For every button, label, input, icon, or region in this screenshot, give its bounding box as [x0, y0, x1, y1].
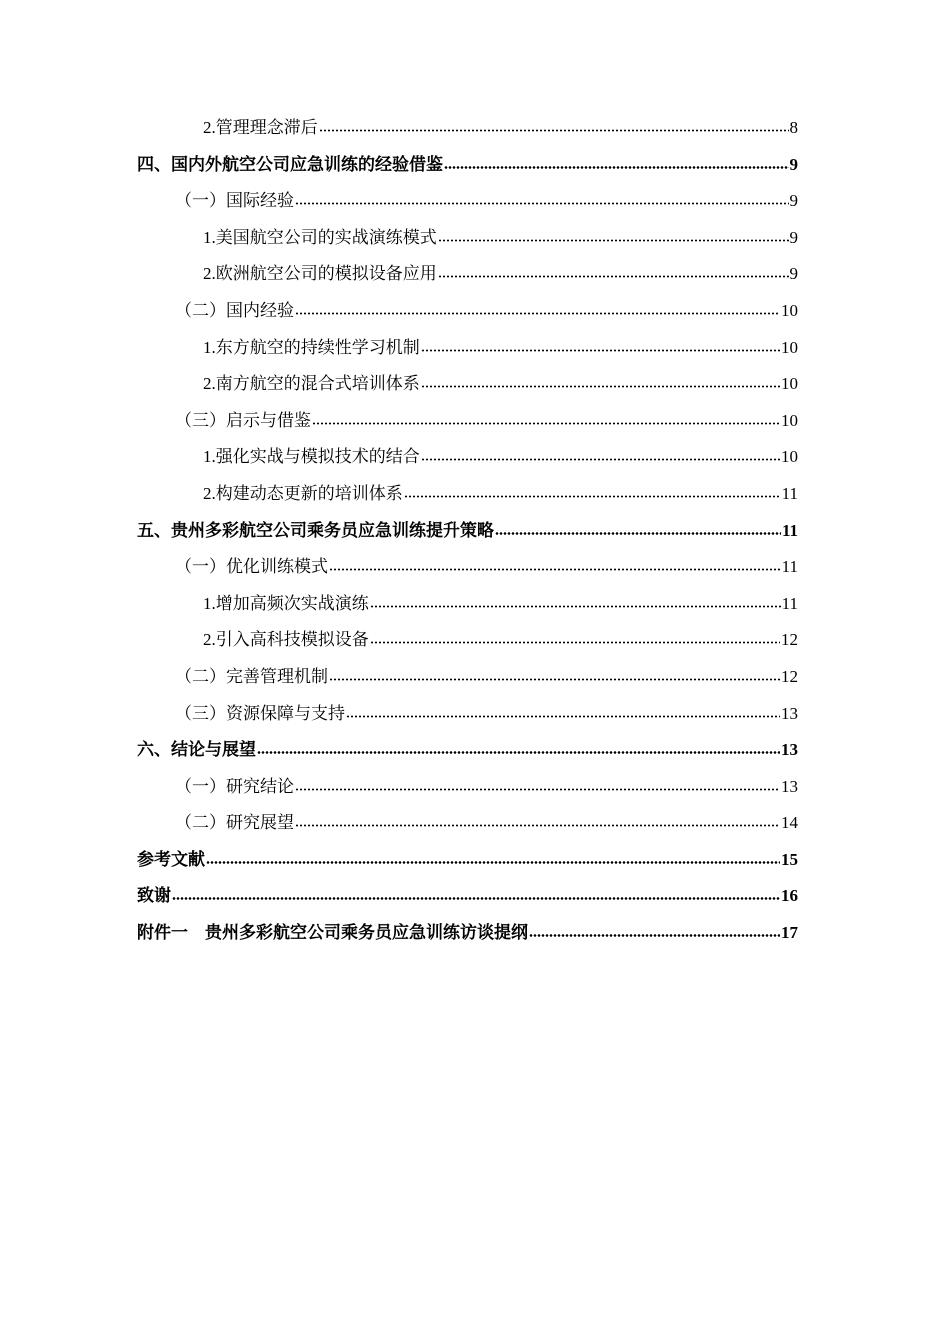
toc-entry-title: （一）优化训练模式: [175, 557, 328, 577]
toc-entry-title: （三）启示与借鉴: [175, 410, 311, 430]
dot-leader: [346, 715, 780, 718]
toc-entry-title: （二）国内经验: [175, 300, 294, 320]
toc-entry-title: 1.强化实战与模拟技术的结合: [203, 447, 420, 467]
dot-leader: [257, 751, 780, 754]
toc-page-number: 10: [781, 447, 798, 467]
dot-leader: [370, 605, 781, 608]
dot-leader: [404, 495, 781, 498]
toc-page-number: 14: [781, 813, 798, 833]
dot-leader: [495, 532, 781, 535]
toc-entry[interactable]: [137, 878, 798, 915]
toc-entry-title: 四、国内外航空公司应急训练的经验借鉴: [137, 154, 443, 174]
dot-leader: [295, 312, 780, 315]
toc-entry-title: 1.美国航空公司的实战演练模式: [203, 227, 437, 247]
toc-page-number: 11: [781, 483, 798, 503]
toc-entry-title: 1.增加高频次实战演练: [203, 593, 369, 613]
toc-entry[interactable]: [137, 110, 798, 147]
dot-leader: [319, 129, 789, 132]
toc-entry-title: 2.欧洲航空公司的模拟设备应用: [203, 264, 437, 284]
toc-entry[interactable]: [137, 842, 798, 879]
toc-entry[interactable]: [137, 403, 798, 440]
toc-page-number: 8: [789, 118, 798, 137]
toc-entry-title: （二）研究展望: [175, 813, 294, 833]
toc-entry-title: 五、贵州多彩航空公司乘务员应急训练提升策略: [137, 520, 494, 540]
dot-leader: [438, 275, 789, 278]
dot-leader: [529, 934, 780, 937]
toc-page-number: 13: [781, 776, 798, 796]
dot-leader: [172, 897, 780, 900]
toc-page-number: 10: [781, 410, 798, 430]
toc-page-number: 9: [789, 264, 798, 284]
toc-page-number: 12: [781, 666, 798, 686]
dot-leader: [329, 678, 780, 681]
toc-entry[interactable]: [137, 549, 798, 586]
dot-leader: [421, 385, 780, 388]
toc-entry[interactable]: [137, 513, 798, 550]
table-of-contents: [137, 110, 798, 952]
dot-leader: [206, 861, 780, 864]
toc-entry[interactable]: [137, 330, 798, 367]
toc-entry-title: （一）研究结论: [175, 776, 294, 796]
toc-entry-title: 1.东方航空的持续性学习机制: [203, 337, 420, 357]
toc-page-number: 9: [789, 227, 798, 247]
toc-entry[interactable]: [137, 256, 798, 293]
toc-entry[interactable]: [137, 183, 798, 220]
toc-page-number: 10: [781, 374, 798, 394]
toc-entry[interactable]: [137, 586, 798, 623]
dot-leader: [329, 568, 781, 571]
toc-entry[interactable]: [137, 732, 798, 769]
toc-entry-title: 附件一 贵州多彩航空公司乘务员应急训练访谈提纲: [137, 923, 528, 943]
toc-page-number: 9: [789, 154, 798, 174]
toc-entry[interactable]: [137, 293, 798, 330]
toc-page-number: 13: [781, 740, 798, 760]
toc-entry-title: 致谢: [137, 886, 171, 906]
toc-entry[interactable]: [137, 476, 798, 513]
dot-leader: [370, 641, 780, 644]
toc-entry[interactable]: [137, 439, 798, 476]
toc-entry[interactable]: [137, 769, 798, 806]
toc-page-number: 16: [781, 886, 798, 906]
dot-leader: [438, 239, 789, 242]
toc-entry[interactable]: [137, 366, 798, 403]
toc-entry-title: （二）完善管理机制: [175, 666, 328, 686]
dot-leader: [421, 349, 780, 352]
toc-page-number: 11: [781, 557, 798, 577]
toc-entry-title: 参考文献: [137, 849, 205, 869]
dot-leader: [444, 166, 789, 169]
dot-leader: [295, 202, 789, 205]
toc-entry-title: 2.引入高科技模拟设备: [203, 630, 369, 650]
dot-leader: [295, 788, 780, 791]
dot-leader: [312, 422, 780, 425]
toc-page-number: 10: [781, 337, 798, 357]
toc-page-number: 15: [781, 849, 798, 869]
toc-entry-title: 2.构建动态更新的培训体系: [203, 483, 403, 503]
toc-entry[interactable]: [137, 147, 798, 184]
toc-entry[interactable]: [137, 805, 798, 842]
toc-page-number: 11: [781, 593, 798, 613]
toc-page-number: 13: [781, 703, 798, 723]
toc-entry[interactable]: [137, 220, 798, 257]
toc-entry-title: 2.南方航空的混合式培训体系: [203, 374, 420, 394]
toc-entry[interactable]: [137, 622, 798, 659]
toc-entry-title: 2.管理理念滞后: [203, 118, 318, 137]
toc-entry[interactable]: [137, 696, 798, 733]
toc-page-number: 12: [781, 630, 798, 650]
toc-entry-title: （一）国际经验: [175, 191, 294, 211]
toc-entry-title: 六、结论与展望: [137, 740, 256, 760]
toc-page-number: 17: [781, 923, 798, 943]
dot-leader: [421, 458, 780, 461]
toc-page-number: 10: [781, 300, 798, 320]
toc-entry-title: （三）资源保障与支持: [175, 703, 345, 723]
toc-page-number: 11: [781, 520, 798, 540]
toc-page-number: 9: [789, 191, 798, 211]
toc-entry[interactable]: [137, 659, 798, 696]
dot-leader: [295, 824, 780, 827]
toc-entry[interactable]: [137, 915, 798, 952]
